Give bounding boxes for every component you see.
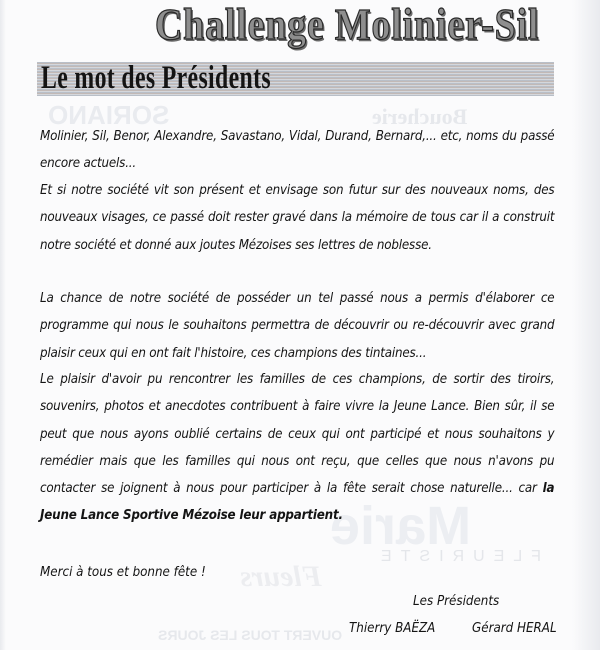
show-through-text: SORIANO [48, 100, 170, 130]
emphasis-text: la Jeune Lance Sportive Mézoise leur appartient. [40, 481, 555, 524]
paragraph [40, 177, 555, 259]
paragraph [40, 123, 555, 178]
show-through-text: Marie [330, 496, 472, 556]
show-through-text: FLEURISTE [372, 548, 542, 565]
paragraph-text: Et si notre société vit son présent et envisage son futur sur des nouveaux noms, des nouveaux visages, ce passé doit rester gravé dans la mémoire de tous car il a construit notre société et donné aux joutes Mézoises ses lettres de noblesse. [40, 183, 555, 253]
scan-right-edge [572, 0, 600, 650]
closing-line: Merci à tous et bonne fête ! [40, 565, 206, 580]
show-through-text: Boucherie [372, 104, 468, 129]
paragraph [40, 285, 555, 367]
paragraph-text: La chance de notre société de posséder un tel passé nous a permis d'élaborer ce programme qui nous le souhaitons permettra de découvrir ou re-découvrir avec grand plaisir ceux qui en ont fait l'histoire, ces champions des tintaines... [40, 291, 555, 361]
section-banner [37, 62, 554, 96]
scan-left-edge [0, 0, 6, 650]
signatory-name: Gérard HERAL [472, 621, 557, 636]
signature-label: Les Présidents [413, 594, 500, 609]
section-heading: Le mot des Présidents [41, 60, 271, 96]
page-title: Challenge Molinier-Sil [155, 0, 540, 49]
show-through-text: OUVERT TOUS LES JOURS [158, 627, 343, 643]
paragraph-text: Molinier, Sil, Benor, Alexandre, Savastano, Vidal, Durand, Bernard,... etc, noms du passé encore actuels... [40, 129, 555, 172]
signatory-name: Thierry BAËZA [349, 621, 436, 636]
show-through-text: Fleurs [240, 560, 322, 593]
paragraph [40, 366, 555, 530]
paragraph-text [40, 366, 554, 530]
paragraph-body: Le plaisir d'avoir pu rencontrer les familles de ces champions, de sortir des tiroirs, souvenirs, photos et anecdotes contribuent à faire vivre la Jeune Lance. Bien sûr, il se peut que nous ayons oublié certains de ceux qui ont participé et nous souhaitons y remédier mais que les familles qui nous ont reçu, que celles que nous n'avons pu contacter se joignent à nous pour participer à la fête serait chose naturelle... car [40, 372, 555, 497]
